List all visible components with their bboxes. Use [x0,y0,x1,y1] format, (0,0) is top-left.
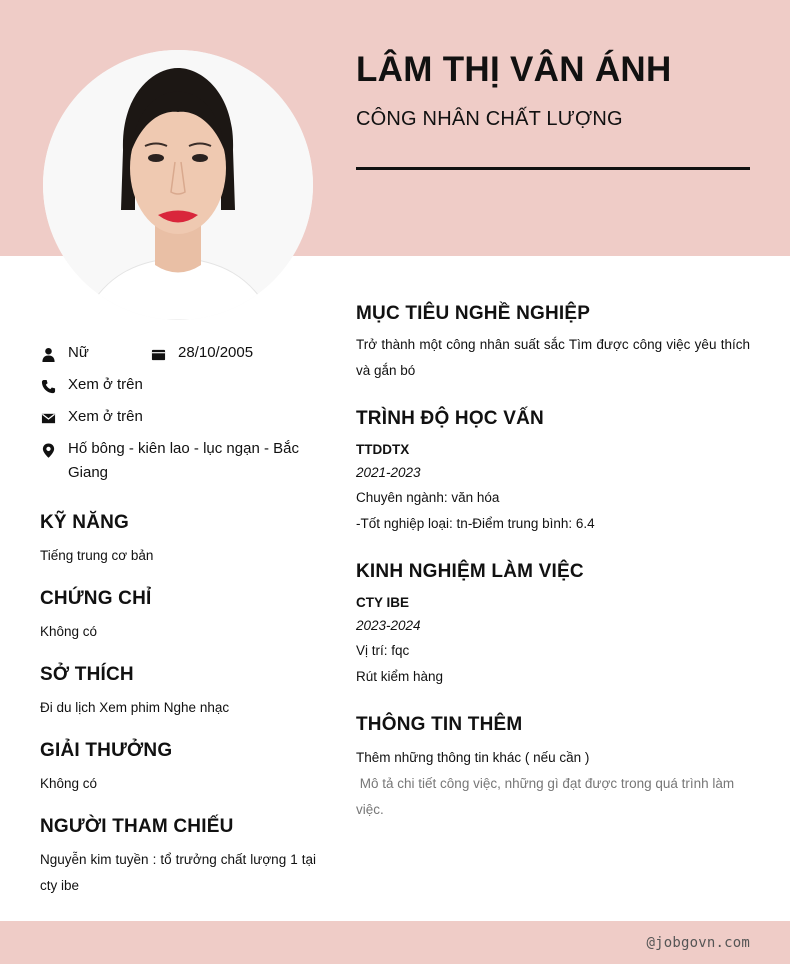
gender-value: Nữ [68,344,89,361]
job-title: CÔNG NHÂN CHẤT LƯỢNG [356,108,623,130]
objective-text: Trở thành một công nhân suất sắc Tìm được công việc yêu thích và gắn bó [356,337,750,378]
certificates-text: Không có [40,624,98,639]
profile-photo [43,50,313,320]
contact-birthday [150,344,253,365]
calendar-icon [150,346,166,362]
experience-company: CTY IBE [356,595,410,610]
contact-gender [40,344,89,365]
location-pin-icon [40,442,56,458]
additional-line2: Mô tả chi tiết công việc, những gì đạt được trong quá trình làm việc. [356,776,738,817]
candidate-name: LÂM THỊ VÂN ÁNH [356,50,672,89]
contact-phone [40,376,143,397]
additional-heading: THÔNG TIN THÊM [356,714,523,735]
address-value: Hố bông - kiên lao - lục ngạn - Bắc Giang [68,440,299,481]
hobbies-text: Đi du lịch Xem phim Nghe nhạc [40,700,230,715]
experience-position: Vị trí: fqc [356,643,410,658]
awards-text: Không có [40,776,98,791]
education-result: -Tốt nghiệp loại: tn-Điểm trung bình: 6.4 [356,516,595,531]
education-major: Chuyên ngành: văn hóa [356,490,500,505]
hobbies-heading: SỞ THÍCH [40,664,134,685]
phone-value: Xem ở trên [68,376,143,393]
education-heading: TRÌNH ĐỘ HỌC VẤN [356,408,544,429]
education-period: 2021-2023 [356,465,421,480]
birthday-value: 28/10/2005 [178,344,254,361]
skills-text: Tiếng trung cơ bản [40,548,154,563]
contact-email [40,408,143,429]
phone-icon [40,378,56,394]
additional-line1: Thêm những thông tin khác ( nếu cần ) [356,750,590,765]
education-school: TTDDTX [356,442,410,457]
experience-period: 2023-2024 [356,618,421,633]
references-heading: NGƯỜI THAM CHIẾU [40,816,234,837]
contact-address [40,440,320,485]
skills-heading: KỸ NĂNG [40,512,130,533]
awards-heading: GIẢI THƯỞNG [40,740,173,761]
certificates-heading: CHỨNG CHỈ [40,588,152,609]
person-icon [40,346,56,362]
email-value: Xem ở trên [68,408,143,425]
references-text: Nguyễn kim tuyền : tổ trưởng chất lượng 1 tại cty ibe [40,852,316,893]
experience-task: Rút kiểm hàng [356,669,444,684]
watermark: @jobgovn.com [646,935,750,951]
title-divider [356,167,750,170]
mail-icon [40,410,56,426]
objective-heading: MỤC TIÊU NGHỀ NGHIỆP [356,303,591,324]
experience-heading: KINH NGHIỆM LÀM VIỆC [356,561,584,582]
